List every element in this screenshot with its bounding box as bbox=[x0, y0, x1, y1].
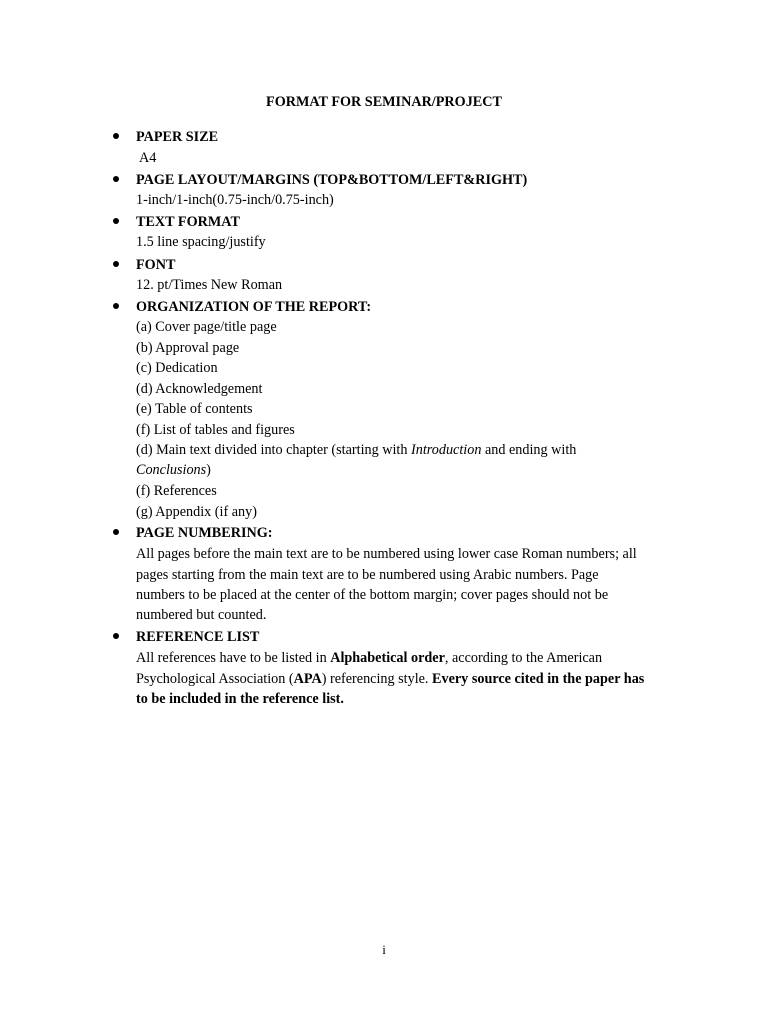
bullet-icon bbox=[113, 303, 119, 309]
reference-list-text bbox=[136, 649, 602, 667]
organization-item: (d) Acknowledgement bbox=[136, 381, 263, 397]
heading-paper-size: PAPER SIZE bbox=[136, 129, 219, 145]
page-numbering-text: numbered but counted. bbox=[136, 607, 267, 623]
bullet-icon bbox=[113, 133, 119, 139]
heading-page-numbering: PAGE NUMBERING: bbox=[136, 525, 273, 541]
reference-list-text bbox=[136, 670, 644, 688]
bullet-icon bbox=[113, 176, 119, 182]
organization-item: (a) Cover page/title page bbox=[136, 319, 277, 335]
main-text-suffix: ) bbox=[206, 462, 211, 478]
main-text-middle: and ending with bbox=[481, 442, 577, 458]
ref-alphabetical-order: Alphabetical order bbox=[330, 650, 445, 666]
heading-reference-list: REFERENCE LIST bbox=[136, 629, 260, 645]
ref-line1-suffix: , according to the American bbox=[444, 650, 603, 666]
organization-item: (f) References bbox=[136, 483, 217, 499]
organization-main-text-continuation bbox=[136, 461, 211, 479]
heading-text-format: TEXT FORMAT bbox=[136, 214, 240, 230]
text-format-value: 1.5 line spacing/justify bbox=[136, 234, 266, 250]
bullet-icon bbox=[113, 529, 119, 535]
ref-apa: APA bbox=[293, 671, 322, 687]
heading-organization: ORGANIZATION OF THE REPORT: bbox=[136, 299, 372, 315]
paper-size-value: A4 bbox=[139, 150, 157, 166]
page-numbering-text: numbers to be placed at the center of the bottom margin; cover pages should not be bbox=[136, 587, 609, 603]
heading-page-layout: PAGE LAYOUT/MARGINS (TOP&BOTTOM/LEFT&RIGHT) bbox=[136, 172, 528, 188]
organization-item: (c) Dedication bbox=[136, 360, 218, 376]
bullet-icon bbox=[113, 261, 119, 267]
organization-item: (f) List of tables and figures bbox=[136, 422, 295, 438]
page-numbering-text: All pages before the main text are to be numbered using lower case Roman numbers; all bbox=[136, 546, 637, 562]
organization-main-text-item bbox=[136, 441, 576, 459]
organization-item: (b) Approval page bbox=[136, 340, 240, 356]
organization-item: (g) Appendix (if any) bbox=[136, 504, 257, 520]
page-layout-value: 1-inch/1-inch(0.75-inch/0.75-inch) bbox=[136, 192, 334, 208]
bullet-icon bbox=[113, 218, 119, 224]
page-number: i bbox=[382, 942, 386, 957]
ref-line2-bold: Every source cited in the paper has bbox=[432, 671, 645, 687]
document-title: FORMAT FOR SEMINAR/PROJECT bbox=[266, 94, 502, 110]
ref-line1-prefix: All references have to be listed in bbox=[136, 650, 331, 666]
page-numbering-text: pages starting from the main text are to be numbered using Arabic numbers. Page bbox=[136, 567, 599, 583]
reference-list-text: to be included in the reference list. bbox=[136, 691, 344, 707]
organization-item: (e) Table of contents bbox=[136, 401, 253, 417]
ref-line2-mid: ) referencing style. bbox=[321, 671, 433, 687]
bullet-icon bbox=[113, 633, 119, 639]
main-text-prefix: (d) Main text divided into chapter (starting with bbox=[136, 442, 412, 458]
main-text-introduction: Introduction bbox=[411, 442, 482, 458]
ref-line2-prefix: Psychological Association ( bbox=[136, 671, 294, 687]
main-text-conclusions: Conclusions bbox=[136, 462, 207, 478]
font-value: 12. pt/Times New Roman bbox=[136, 277, 283, 293]
heading-font: FONT bbox=[136, 257, 176, 273]
